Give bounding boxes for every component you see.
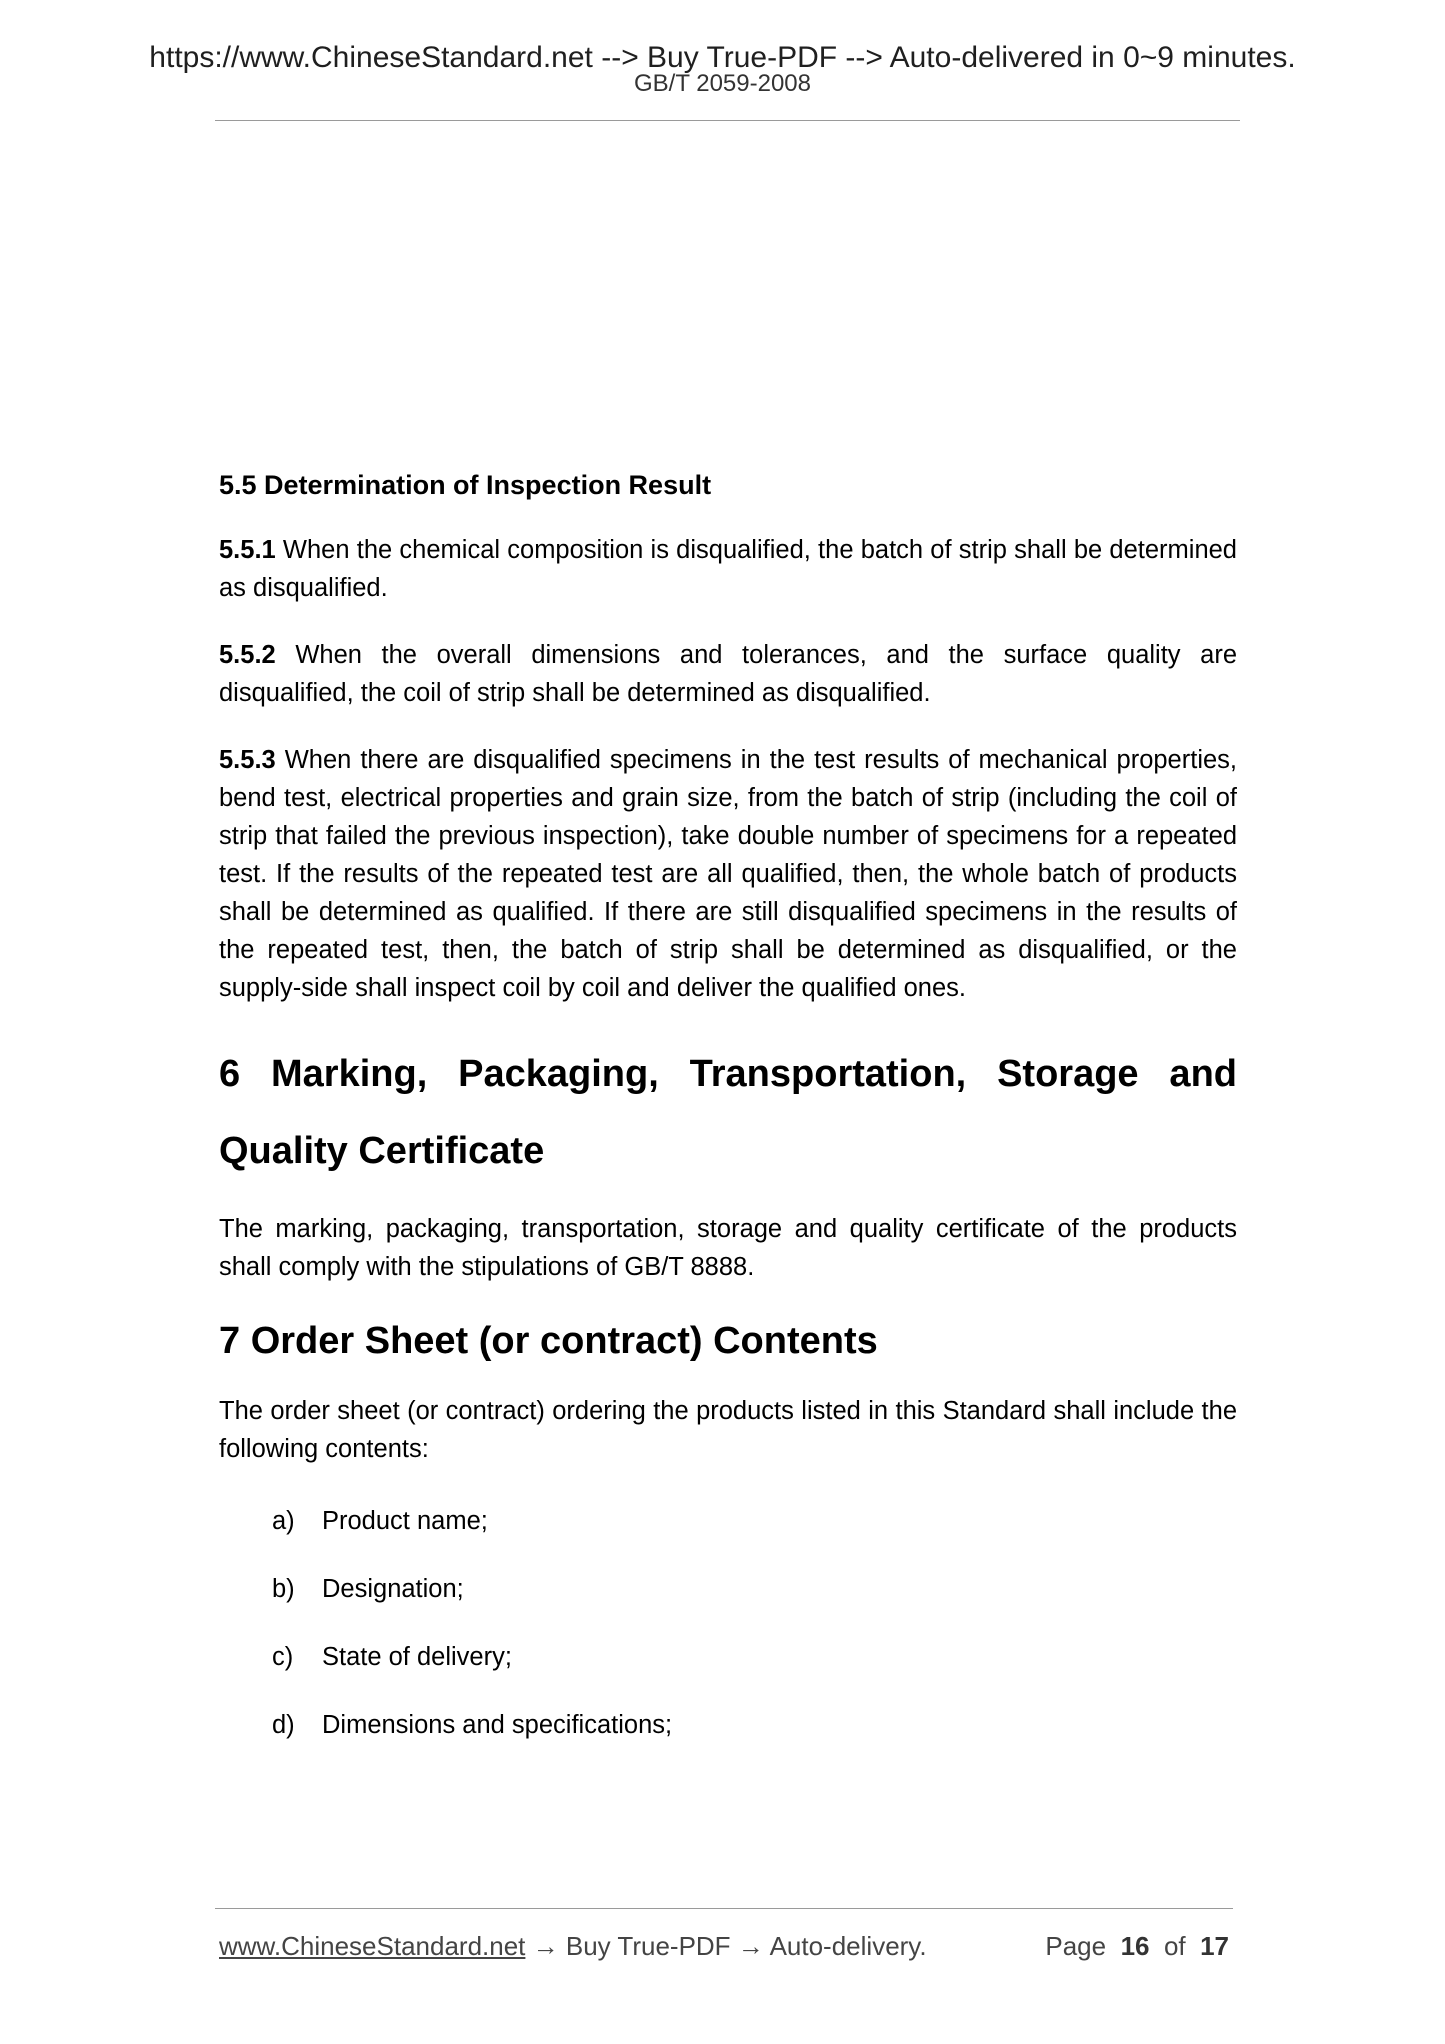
section-7-heading: 7 Order Sheet (or contract) Contents [219,1320,878,1362]
list-item [219,1570,1237,1608]
page-of: of [1163,1931,1186,1961]
page-current: 16 [1120,1931,1150,1961]
page-total: 17 [1200,1931,1229,1961]
list-marker: d) [272,1711,295,1739]
clause-5-5-3 [219,741,1237,1007]
section-6-text: The marking, packaging, transportation, storage and quality certificate of the products shall comply with the stipulations of GB/T 8888. [219,1215,1237,1281]
document-code: GB/T 2059-2008 [633,70,811,97]
list-item-text: Product name; [322,1507,488,1535]
page-footer [219,1929,1229,1963]
footer-divider [215,1908,1233,1909]
clause-text: When there are disqualified specimens in the test results of mechanical properties, bend test, electrical properties and grain size, from the batch of strip (including the coil of strip that failed the previous inspection), take double number of specimens for a repeated test. If the results of the repeated test are all qualified, then, the whole batch of products shall be determined as qualified. If there are still disqualified specimens in the results of the repeated test, then, the batch of strip shall be determined as disqualified, or the supply-side shall inspect coil by coil and deliver the qualified ones. [219,746,1237,1002]
clause-number: 5.5.3 [219,746,276,774]
order-contents-list [219,1502,1237,1744]
list-marker: c) [272,1643,294,1671]
clause-number: 5.5.2 [219,641,276,669]
list-marker: a) [272,1507,295,1535]
page-label: Page [1045,1931,1107,1961]
list-item [219,1706,1237,1744]
list-item-text: Designation; [322,1575,464,1603]
section-5-5-heading: 5.5 Determination of Inspection Result [219,470,712,500]
footer-tagline: → Buy True-PDF → Auto-delivery. [525,1931,927,1961]
list-item [219,1638,1237,1676]
list-item-text: State of delivery; [322,1643,512,1671]
top-banner[interactable]: https://www.ChineseStandard.net --> Buy True-PDF --> Auto-delivered in 0~9 minutes. [149,41,1296,74]
list-item-text: Dimensions and specifications; [322,1711,673,1739]
clause-5-5-2 [219,636,1237,712]
clause-number: 5.5.1 [219,536,276,564]
page-body [219,466,1237,1774]
section-6-heading: 6 Marking, Packaging, Transportation, Storage and Quality Certificate [219,1053,1237,1172]
page-number [1045,1929,1229,1963]
clause-5-5-1 [219,531,1237,607]
clause-text: When the chemical composition is disqualified, the batch of strip shall be determined as disqualified. [219,536,1237,602]
clause-text: When the overall dimensions and tolerances, and the surface quality are disqualified, the coil of strip shall be determined as disqualified. [219,641,1237,707]
list-marker: b) [272,1575,295,1603]
footer-site-link[interactable]: www.ChineseStandard.net [219,1931,526,1961]
header-divider [215,120,1240,121]
section-7-text: The order sheet (or contract) ordering the products listed in this Standard shall include the following contents: [219,1397,1237,1463]
list-item [219,1502,1237,1540]
